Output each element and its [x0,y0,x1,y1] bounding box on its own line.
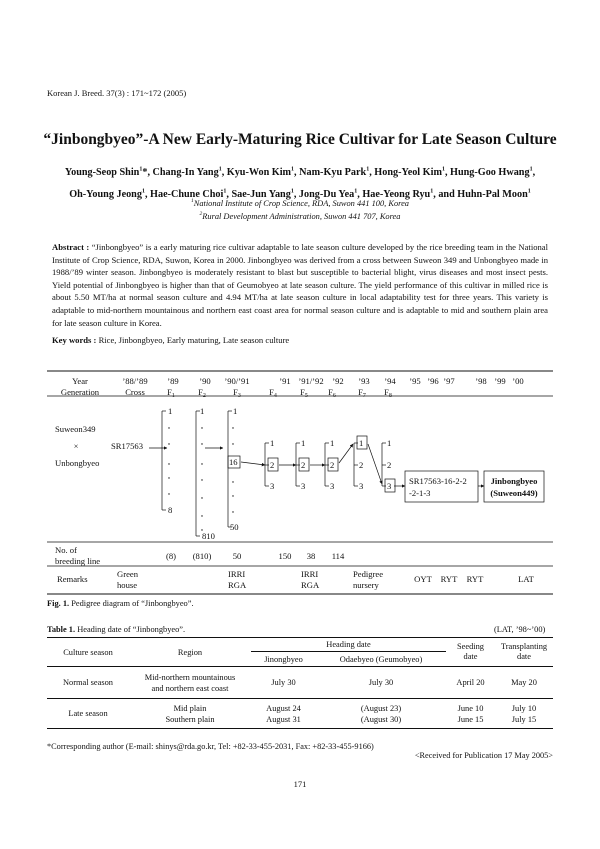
sib-1-0: 1 [301,438,306,448]
author-name: Huhn-Pal Moon$^1$ [457,188,531,200]
dot-dots1-0 [168,427,169,428]
author-name: Hong-Yeol Kim$^1$, [374,167,451,179]
remark-rga-2: RGA [301,580,320,590]
dot-dots2-0 [201,427,202,428]
year-3: ’90/’91 [224,376,250,386]
remark-oyt: OYT [414,574,432,584]
generation-7: $F_7$ [358,387,366,399]
dot-dots3-2 [232,481,233,482]
year-9: ’95 [409,376,421,386]
arrow-f3-f4 [241,462,265,465]
figure-caption: Fig. 1. Pedigree diagram of “Jinbongbyeo”. [47,599,194,608]
th-jinongbyeo: Jinongbyeo [251,652,316,667]
generation-6: $F_6$ [328,387,336,399]
no-lines-4: 38 [306,551,316,561]
remark-house: house [117,580,138,590]
remarks-label: Remarks [57,574,88,584]
author-name: Oh-Young Jeong$^1$, [69,188,151,200]
author-name: Sae-Jun Yang$^1$, [231,188,299,200]
year-5: ’91/’92 [298,376,324,386]
sib-4-0: 1 [387,438,392,448]
sib-4-1: 2 [387,460,392,470]
no-lines-label-2: breeding line [55,556,101,566]
sib-2-1: 2 [330,460,335,470]
affiliation-2: $^2$Rural Development Administration, Suwon 441 707, Korea [199,211,401,221]
year-10: ’96 [427,376,439,386]
dot-dots2-1 [201,443,202,444]
remark-pedigree: Pedigree [353,569,384,579]
parent-unbongbyeo: Unbongbyeo [55,458,100,468]
author-name: Kyu-Won Kim$^1$, [226,167,300,179]
dot-dots3-4 [232,511,233,512]
dot-dots2-6 [201,529,202,530]
f2-top: 1 [200,406,205,416]
year-11: ’97 [443,376,455,386]
dot-dots2-3 [201,479,202,480]
year-label: Year [72,376,88,386]
remark-green: Green [117,569,138,579]
no-lines-label-1: No. of [55,545,77,555]
year-13: ’99 [494,376,506,386]
generation-2: $F_2$ [198,387,206,399]
th-region: Region [129,638,251,667]
author-name: Hae-Chune Choi$^1$, [150,188,232,200]
year-4: ’91 [279,376,291,386]
dot-dots3-3 [232,495,233,496]
sib-1-2: 3 [301,481,306,491]
received-date: <Received for Publication 17 May 2005> [414,751,553,760]
year-6: ’92 [332,376,344,386]
sib-3-0: 1 [359,438,364,448]
year-1: ’89 [167,376,179,386]
no-lines-1: (810) [192,551,212,561]
sib-2-2: 3 [330,481,335,491]
th-heading-date: Heading date [251,638,446,652]
remark-irri-1: IRRI [228,569,246,579]
table-note: (LAT, ’98~’00) [494,625,546,634]
sib-4-2: 3 [387,481,392,491]
sib-0-1: 2 [270,460,275,470]
keywords-text: Rice, Jinbongbyeo, Early maturing, Late season culture [98,335,290,345]
sib-0-0: 1 [270,438,275,448]
sib-2-0: 1 [330,438,335,448]
year-12: ’98 [475,376,487,386]
dot-dots3-1 [232,443,233,444]
author-name: Chang-In Yang$^1$, [152,167,227,179]
dot-dots2-5 [201,515,202,516]
journal-citation: Korean J. Breed. 37(3) : 171~172 (2005) [47,88,187,98]
f1-top: 1 [168,406,173,416]
generation-8: $F_8$ [384,387,392,399]
remark-irri-2: IRRI [301,569,319,579]
th-odaebyeo: Odaebyeo (Geumobyeo) [316,652,446,667]
no-lines-0: (8) [165,551,177,561]
no-lines-5: 114 [331,551,345,561]
abstract [52,241,548,329]
parent-suweon349: Suweon349 [55,424,96,434]
cultivar-code: (Suweon449) [490,488,538,498]
sib-3-2: 3 [359,481,364,491]
dot-dots1-1 [168,443,169,444]
cultivar-name: Jinbongbyeo [490,476,538,486]
year-2: ’90 [199,376,211,386]
generation-0: Cross [125,387,145,397]
cross-symbol: × [73,441,79,451]
sib-3-1: 2 [359,460,364,470]
dot-dots3-0 [232,427,233,428]
remark-ryt-1: RYT [440,574,458,584]
dot-dots2-4 [201,497,202,498]
th-transplanting-date: Transplanting date [495,638,553,667]
sib-1-1: 2 [301,460,306,470]
table-row: Late season Mid plain Southern plain August 24 August 31 (August 23) (August 30) June 10 June 15 July 10 July 15 [47,699,553,729]
author-name: Hung-Goo Hwang$^1$, [450,167,536,179]
author-name: Nam-Kyu Park$^1$, [299,167,375,179]
th-culture-season: Culture season [47,638,129,667]
table-caption: Table 1. Heading date of “Jinbongbyeo”. [47,625,186,634]
author-name: Young-Seop Shin$^1$*, [64,167,153,179]
abstract-text: “Jinbongbyeo” is a early maturing rice cultivar adaptable to late season culture developed by the rice breeding team in the National Institute of Crop Science, RDA, Suwon, Korea in 2000. Jinbongbyeo was derived from a cross between Suweon 349 and Unbongbyeo made in 1988/’89 winter season. Jinbongbyeo is moderately resistant to blast but susceptible to bacterial blight, virus diseases and most insect pests. Yield potential of Jinbongbyeo is higher than that of Geumobyeo at late season culture. The yield performance of this cultivar in milled rice is about 5.50 MT/ha at normal season culture and 4.94 MT/ha at late season culture in local adaptability test for three years. This variety is adaptable to mid-northern mountainous and northern east coast area for normal season culture and is adaptable to mid and southern plain area for late season culture in Korea. [52,242,548,328]
f3-bottom: 50 [230,522,239,532]
year-14: ’00 [512,376,524,386]
heading-date-table [47,637,553,729]
abstract-label: Abstract : [52,242,90,252]
remark-ryt-2: RYT [466,574,484,584]
pedigree-diagram [47,370,553,598]
f3-selected: 16 [229,457,238,467]
table-row: Normal season Mid-northern mountainous and northern east coast July 30 July 30 April 20 May 20 [62,672,537,693]
f2-bottom: 810 [202,531,215,541]
year-8: ’94 [384,376,396,386]
dot-dots2-2 [201,463,202,464]
year-0: ’88/’89 [122,376,148,386]
dot-dots1-2 [168,463,169,464]
year-7: ’93 [358,376,370,386]
generation-1: $F_1$ [167,387,175,399]
generation-5: $F_5$ [300,387,308,399]
line-name-2: -2-1-3 [409,488,431,498]
author-name: Hae-Yeong Ryu$^1$, and [362,188,458,200]
no-lines-3: 150 [278,551,292,561]
line-name-1: SR17563-16-2-2 [409,476,467,486]
corresponding-author: *Corresponding author (E-mail: shinys@rda.go.kr, Tel: +82-33-455-2031, Fax: +82-33-455-9166) [47,742,374,751]
f1-bottom: 8 [168,505,173,515]
remark-lat: LAT [518,574,534,584]
generation-3: $F_3$ [233,387,241,399]
keywords [52,335,289,345]
arrow-f6-f7 [339,444,353,463]
keywords-label: Key words : [52,335,97,345]
dot-dots1-4 [168,493,169,494]
sib-0-2: 3 [270,481,275,491]
arrow-f7-f8 [368,444,382,484]
dot-dots1-3 [168,477,169,478]
generation-4: $F_4$ [269,387,277,399]
th-seeding-date: Seeding date [446,638,495,667]
author-name: Jong-Du Yea$^1$, [298,188,363,200]
generation-label: Generation [60,387,100,397]
remark-rga-1: RGA [228,580,247,590]
remark-nursery: nursery [353,580,379,590]
f3-top: 1 [233,406,238,416]
affiliation-1: $^1$National Institute of Crop Science, RDA, Suwon 441 100, Korea [190,198,409,208]
paper-title: “Jinbongbyeo”-A New Early-Maturing Rice Cultivar for Late Season Culture [43,131,557,148]
page-number: 171 [293,779,307,789]
cross-name: SR17563 [111,441,143,451]
no-lines-2: 50 [232,551,242,561]
